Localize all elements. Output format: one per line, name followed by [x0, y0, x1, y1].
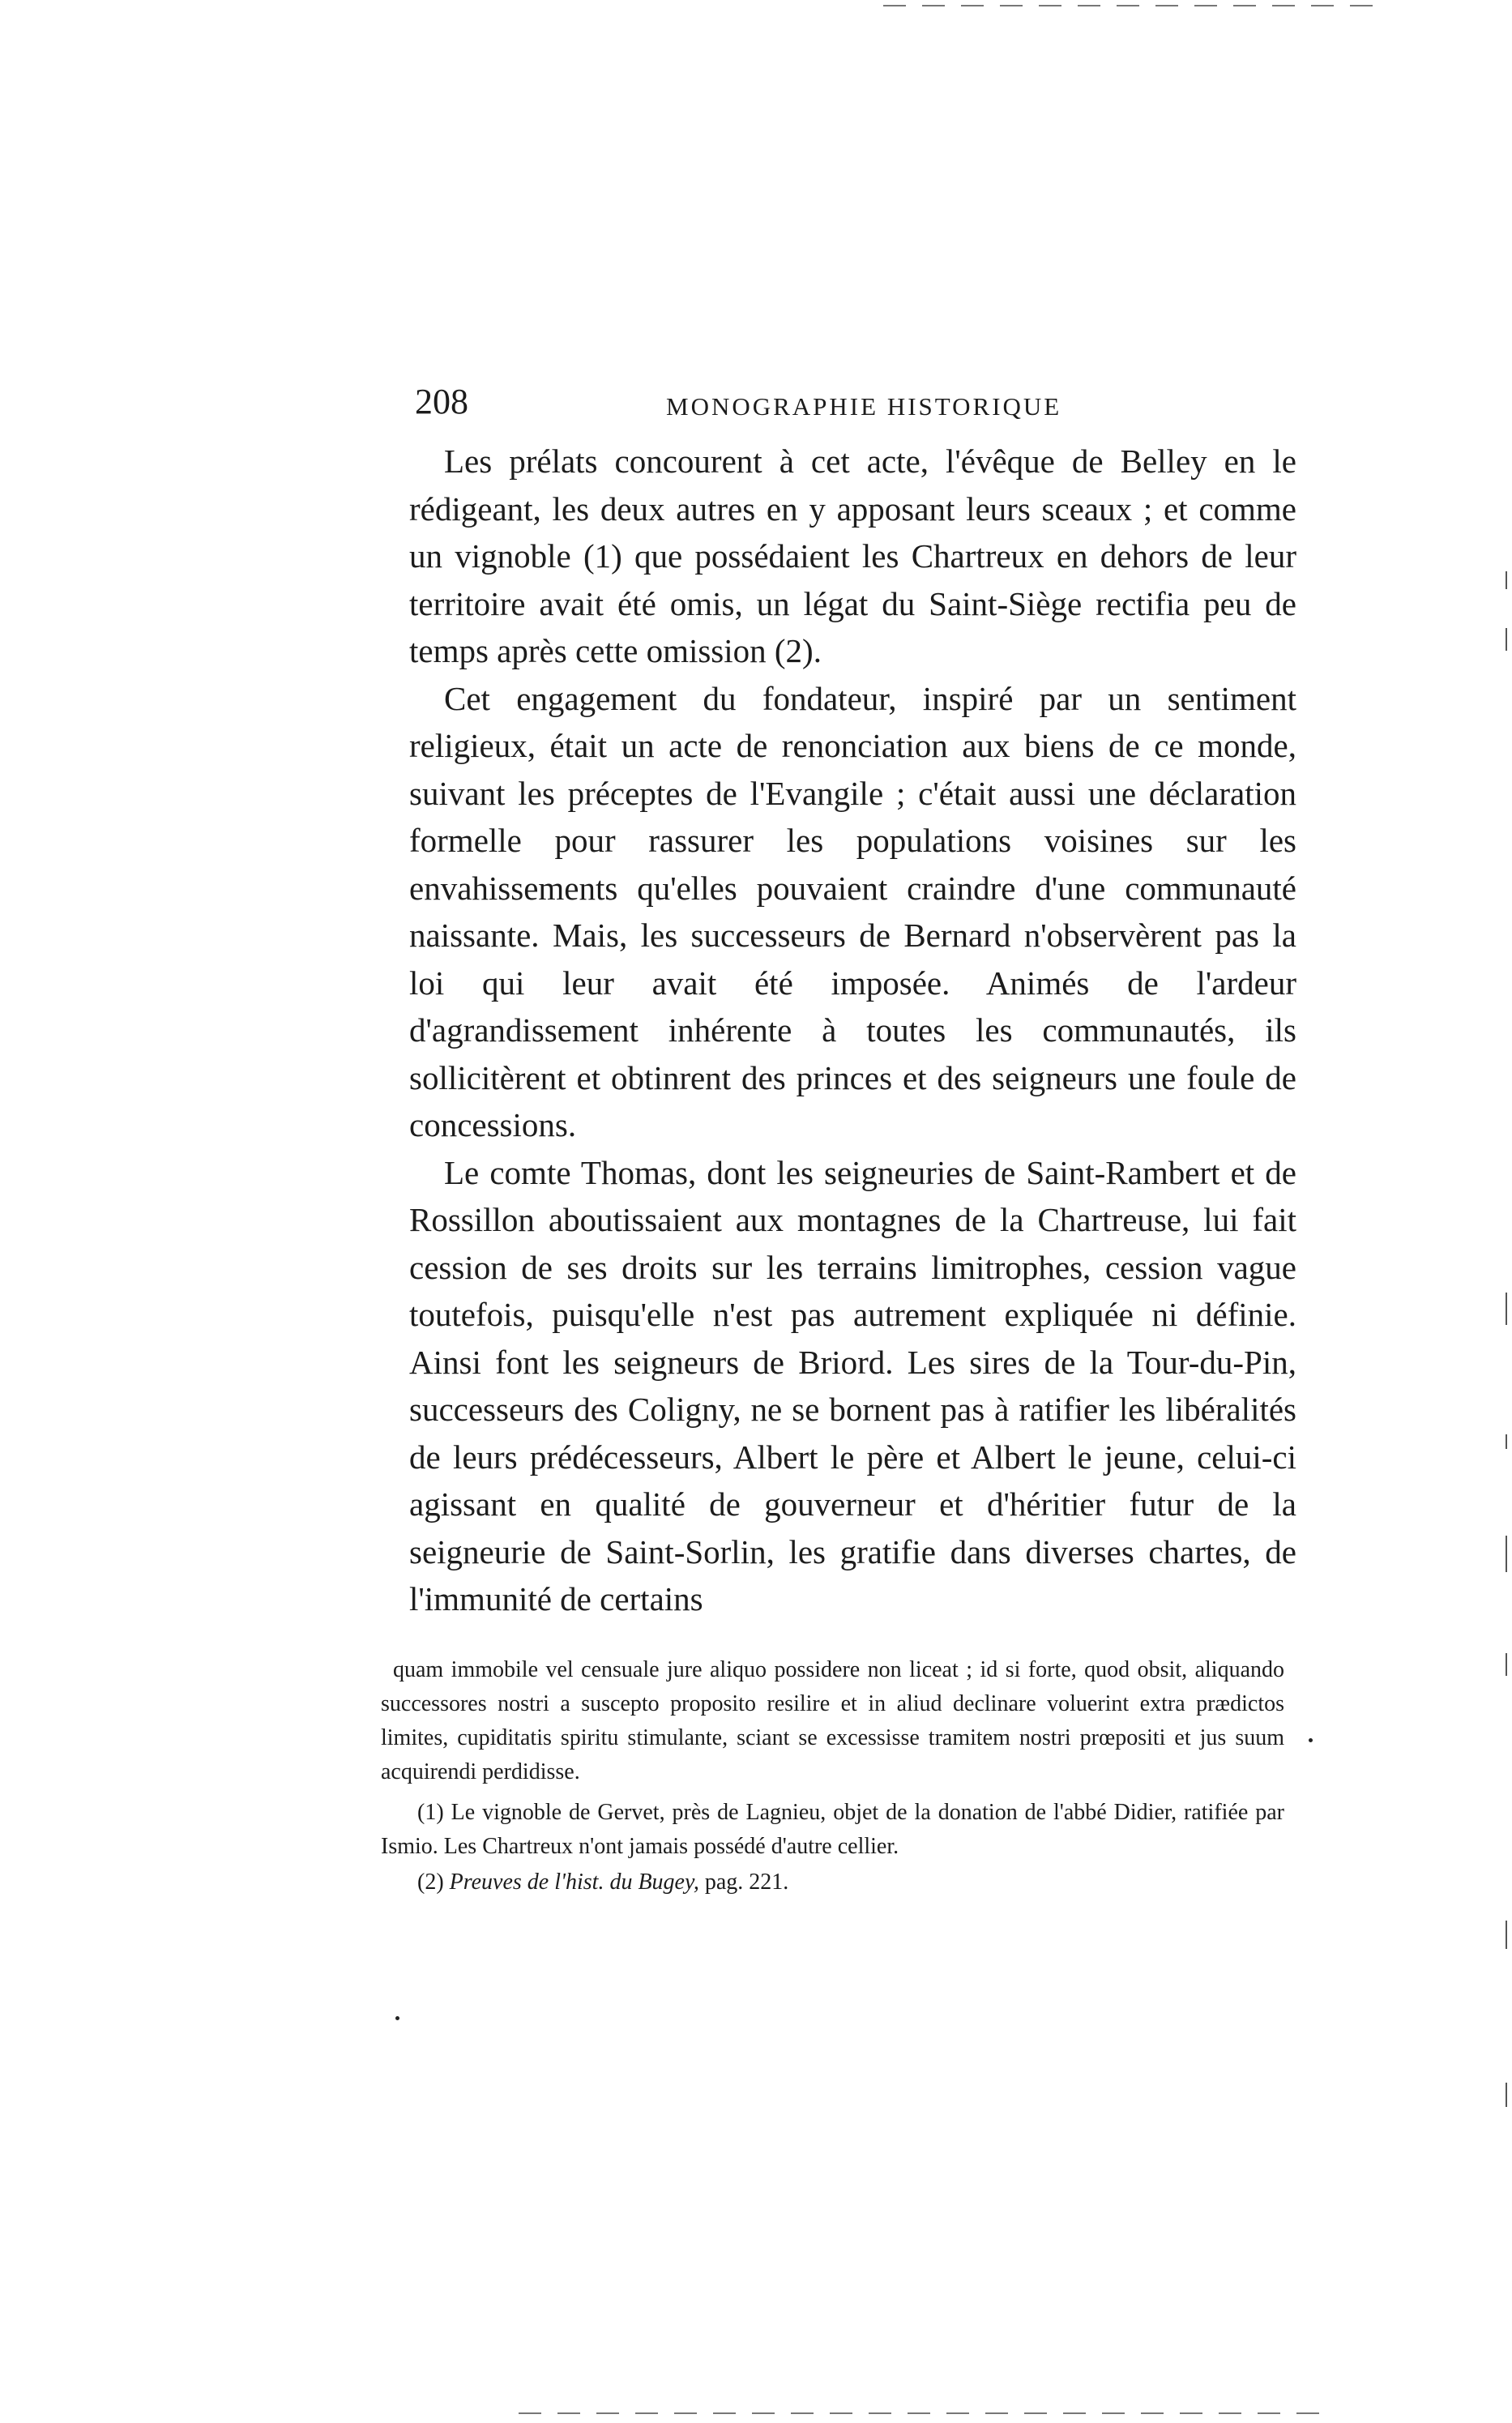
page-number: 208 — [415, 382, 468, 421]
scan-mark — [1506, 1536, 1507, 1572]
running-title: MONOGRAPHIE HISTORIQUE — [666, 392, 1062, 421]
scan-mark — [1506, 628, 1507, 651]
main-text — [409, 438, 1296, 1623]
footnote-2-marker: (2) — [417, 1870, 444, 1895]
footnote-2 — [381, 1865, 1284, 1900]
footnote-2-page: pag. 221. — [704, 1870, 789, 1895]
paragraph-3: Le comte Thomas, dont les seigneuries de Saint-Rambert et de Rossillon aboutissaient aux montagnes de la Chartreuse, lui fait cession de ses droits sur les terrains limitrophes, cession vague toutefois, puisqu'elle n'est pas autrement expliquée ni définie. Ainsi font les seigneurs de Briord. Les sires de la Tour-du-Pin, successeurs des Coligny, ne se bornent pas à ratifier les libéralités de leurs prédécesseurs, Albert le père et Albert le jeune, celui-ci agissant en qualité de gouverneur et d'héritier futur de la seigneurie de Saint-Sorlin, les gratifie dans diverses chartes, de l'immunité de certains — [409, 1153, 1296, 1617]
scan-dot — [1309, 1738, 1313, 1742]
scan-mark — [1506, 1434, 1507, 1449]
footnote-1: (1) Le vignoble de Gervet, près de Lagnieu, objet de la donation de l'abbé Didier, ratifiée par Ismio. Les Chartreux n'ont jamais possédé d'autre cellier. — [381, 1800, 1284, 1859]
scan-mark — [1506, 1293, 1507, 1325]
scan-edge-top — [883, 5, 1386, 6]
scan-mark — [1506, 1921, 1507, 1949]
paragraph-1: Les prélats concourent à cet acte, l'évêque de Belley en le rédigeant, les deux autres en y apposant leurs sceaux ; et comme un vignoble (1) que possédaient les Chartreux en dehors de leur territoire avait été omis, un légat du Saint-Siège rectifia peu de temps après cette omission (2). — [409, 442, 1296, 669]
scan-dot — [395, 2016, 399, 2020]
page-header — [415, 381, 1294, 429]
paragraph-2: Cet engagement du fondateur, inspiré par un sentiment religieux, était un acte de renonciation aux biens de ce monde, suivant les préceptes de l'Evangile ; c'était aussi une déclaration formelle pour rassurer les populations voisines sur les envahissements qu'elles pouvaient craindre d'une communauté naissante. Mais, les successeurs de Bernard n'observèrent pas la loi qui leur avait été imposée. Animés de l'ardeur d'agrandissement inhérente à toutes les communautés, ils sollicitèrent et obtinrent des princes et des seigneurs une foule de concessions. — [409, 679, 1296, 1143]
scan-mark — [1506, 1653, 1507, 1676]
footnotes — [381, 1653, 1284, 1900]
scan-mark — [1506, 571, 1507, 589]
scan-mark — [1506, 2083, 1507, 2107]
footnote-2-title: Preuves de l'hist. du Bugey, — [449, 1870, 699, 1895]
footnote-latin-quote: quam immobile vel censuale jure aliquo possidere non liceat ; id si forte, quod obsit, aliquando successores nostri a suscepto proposito resilire et in aliud declinare voluerint extra prædictos limites, cupiditatis spiritu stimulante, sciant se excessisse tramitem nostri prœpositi et jus suum acquirendi perdidisse. — [381, 1657, 1284, 1784]
scan-edge-bottom — [519, 2412, 1329, 2414]
